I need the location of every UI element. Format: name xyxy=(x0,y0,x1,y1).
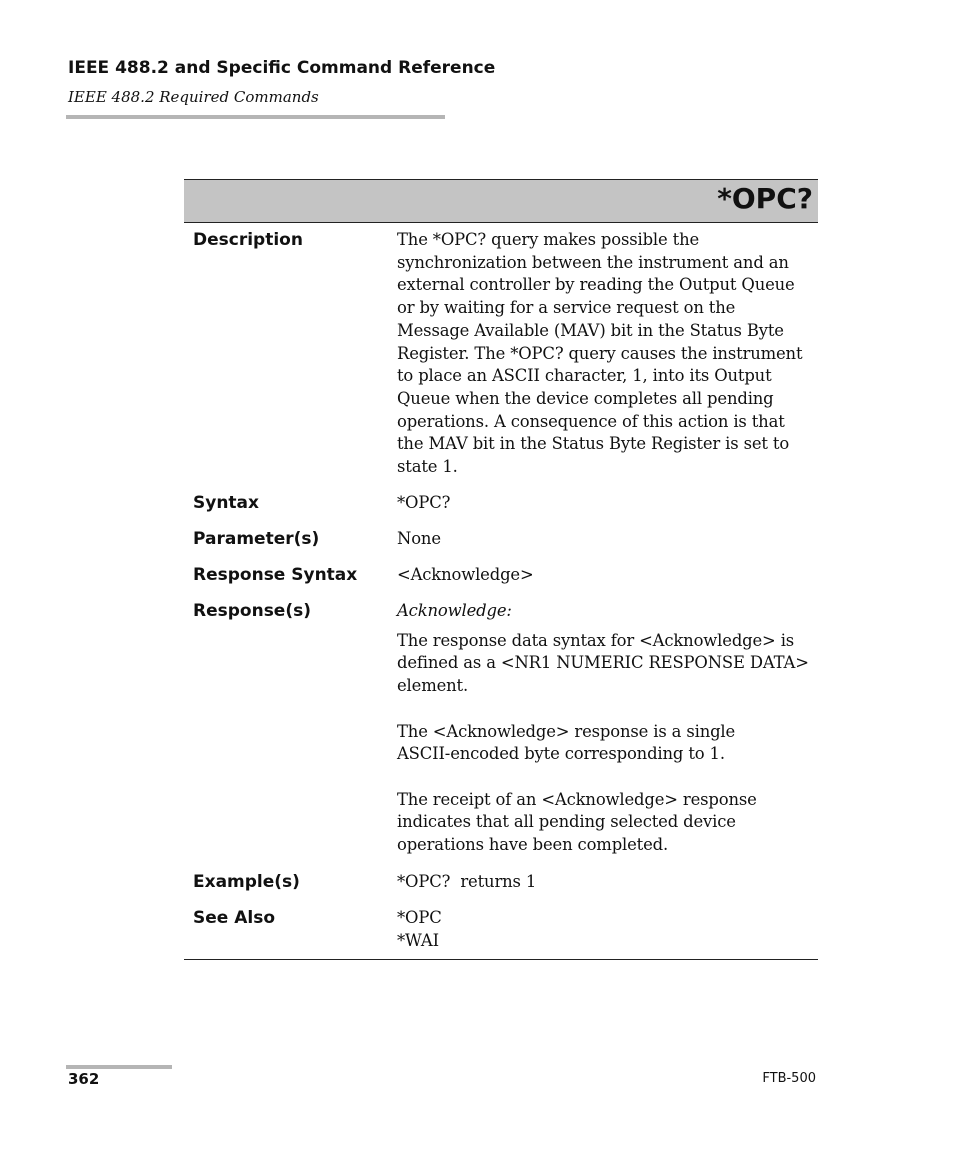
syntax-label: Syntax xyxy=(193,493,259,513)
response-line: The receipt of an <Acknowledge> response xyxy=(397,789,757,809)
see-also-item: *OPC xyxy=(397,908,442,927)
chapter-title: IEEE 488.2 and Specific Command Reference xyxy=(68,58,496,78)
description-text xyxy=(397,229,822,479)
see-also-item: *WAI xyxy=(397,930,439,950)
command-name: *OPC? xyxy=(717,182,813,215)
response-line: The response data syntax for <Acknowledge> is xyxy=(397,630,795,650)
response-line: defined as a <NR1 NUMERIC RESPONSE DATA> xyxy=(397,653,809,673)
responses-label: Response(s) xyxy=(193,601,311,621)
see-also-label: See Also xyxy=(193,908,276,928)
page-number: 362 xyxy=(68,1070,100,1088)
description-line: operations. A consequence of this action is that xyxy=(397,411,785,431)
description-line: The *OPC? query makes possible the xyxy=(397,230,700,249)
response-line: ASCII-encoded byte corresponding to 1. xyxy=(397,744,725,764)
response-syntax-value: <Acknowledge> xyxy=(397,565,534,584)
description-line: state 1. xyxy=(397,457,458,477)
response-syntax-label: Response Syntax xyxy=(193,565,358,585)
see-also-list xyxy=(397,907,822,952)
description-line: Register. The *OPC? query causes the instrument xyxy=(397,343,803,363)
command-title-bar xyxy=(184,179,818,223)
response-line: indicates that all pending selected device xyxy=(397,812,736,832)
examples-value: *OPC? returns 1 xyxy=(397,872,537,891)
command-reference-table xyxy=(184,179,818,960)
description-line: the MAV bit in the Status Byte Register is set to xyxy=(397,434,790,454)
response-line: The <Acknowledge> response is a single xyxy=(397,721,736,741)
description-line: Queue when the device completes all pending xyxy=(397,388,774,408)
examples-label: Example(s) xyxy=(193,872,300,892)
description-line: Message Available (MAV) bit in the Status Byte xyxy=(397,320,784,340)
responses-text xyxy=(397,600,822,857)
description-line: synchronization between the instrument and an xyxy=(397,252,789,272)
product-name: FTB-500 xyxy=(762,1071,816,1086)
syntax-value: *OPC? xyxy=(397,493,451,512)
description-line: or by waiting for a service request on the xyxy=(397,298,736,318)
response-term: Acknowledge: xyxy=(397,601,512,620)
response-line: element. xyxy=(397,676,469,696)
parameters-value: None xyxy=(397,529,441,548)
header-divider xyxy=(66,115,445,119)
description-line: external controller by reading the Output Queue xyxy=(397,275,795,295)
response-line: operations have been completed. xyxy=(397,835,669,854)
description-label: Description xyxy=(193,230,303,250)
footer-divider xyxy=(66,1065,172,1069)
description-line: to place an ASCII character, 1, into its Output xyxy=(397,366,772,386)
parameters-label: Parameter(s) xyxy=(193,529,320,549)
section-subtitle: IEEE 488.2 Required Commands xyxy=(68,88,319,106)
